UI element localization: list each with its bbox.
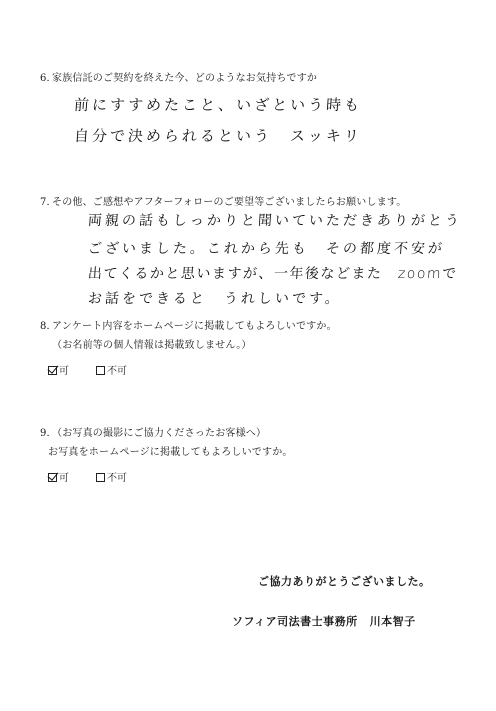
answer-6-line-1: 前にすすめたこと、いざという時も [73,96,363,114]
q9-option-yes[interactable] [48,472,69,486]
person-name: 川本智子 [369,615,416,628]
q8-yes-label: 可 [59,366,69,377]
q9-yes-label: 可 [59,473,69,484]
question-7 [40,196,407,210]
thanks-message: ご協力ありがとうございました。 [258,575,431,588]
q9-yes-checkbox[interactable] [48,473,57,482]
q8-option-no[interactable] [96,365,127,379]
q9-no-label: 不可 [107,473,127,484]
question-7-text: その他、ご感想やアフターフォローのご要望等ございましたらお願いします。 [52,197,407,208]
question-9 [40,427,266,441]
q8-yes-checkbox[interactable] [48,366,57,375]
question-9-text: （お写真の撮影にご協力くださったお客様へ） [52,428,267,439]
q8-no-checkbox[interactable] [96,366,105,375]
question-6 [40,72,317,86]
question-8 [40,320,337,334]
q8-no-label: 不可 [107,366,127,377]
question-8-text: アンケート内容をホームページに掲載してもよろしいですか。 [52,321,337,332]
answer-6-line-2: 自分で決められるという スッキリ [73,127,363,145]
question-9-number: 9． [40,428,57,439]
question-8-note: （お名前等の個人情報は掲載致しません。） [52,340,252,351]
question-7-number: 7． [40,197,57,208]
answer-7-line-2: ございました。これから先も その都度不安が [87,241,446,257]
answer-7-line-3: 出てくるかと思いますが、一年後などまた zoomで [87,266,459,282]
q8-option-yes[interactable] [48,365,69,379]
answer-7-line-4: お話をできると うれしいです。 [87,291,343,307]
signature [232,613,416,629]
question-6-text: 家族信託のご契約を終えた今、どのようなお気持ちですか [52,73,318,84]
question-9-subtext: お写真をホームページに掲載してもよろしいですか。 [48,447,293,458]
question-8-number: 8． [40,321,57,332]
office-name: ソフィア司法書士事務所 [232,615,358,628]
q9-option-no[interactable] [96,472,127,486]
answer-7-line-1: 両親の話もしっかりと聞いていただきありがとう [87,213,463,229]
question-6-number: 6． [40,73,57,84]
q9-no-checkbox[interactable] [96,473,105,482]
